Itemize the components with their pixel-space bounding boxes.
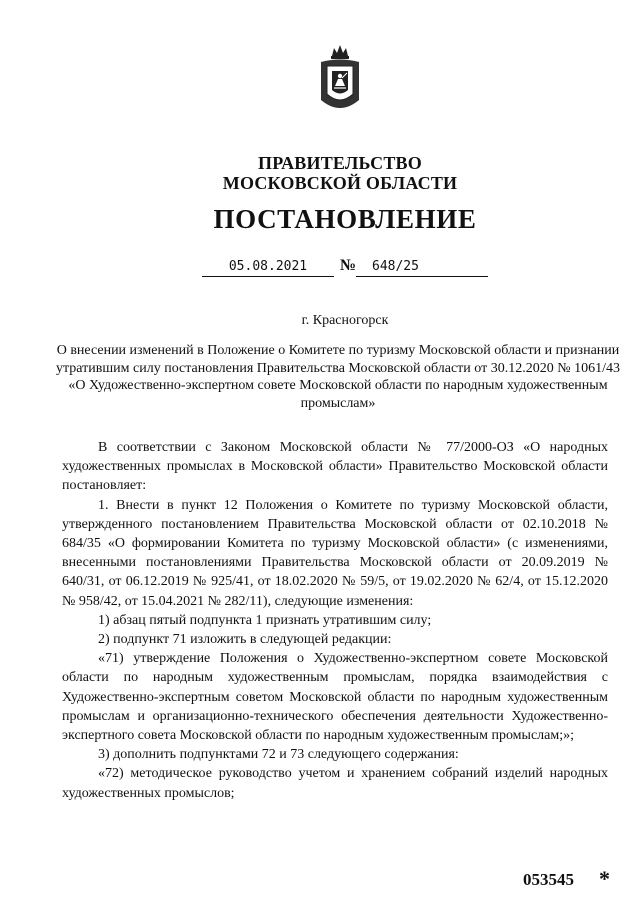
- body-paragraph-subitem-72: «72) методическое руководство учетом и хранением собраний изделий народных художественных промыслов;: [62, 766, 608, 801]
- body-paragraph-preamble: В соответствии с Законом Московской области № 77/2000-ОЗ «О народных художественных промыслах в Московской области» Правительство Московской области постановляет:: [62, 440, 608, 494]
- asterisk-mark: *: [599, 866, 610, 891]
- document-type-title: ПОСТАНОВЛЕНИЕ: [213, 204, 477, 234]
- body-paragraph-subitem-2: 2) подпункт 71 изложить в следующей редакции:: [98, 632, 392, 648]
- number-sign: №: [340, 257, 357, 274]
- body-paragraph-subitem-3: 3) дополнить подпунктами 72 и 73 следующего содержания:: [98, 747, 459, 763]
- moscow-oblast-coat-of-arms-icon: [318, 42, 362, 118]
- document-date: 05.08.2021: [202, 258, 334, 277]
- issue-place: г. Красногорск: [301, 313, 389, 328]
- body-paragraph-subitem-71: «71) утверждение Положения о Художественно-экспертном совете Московской области по народным художественным промыслам, порядка взаимодействия с Художественно-экспертным советом Московской области по народным художественным промыслам и организационно-технического обеспечения деятельности Художественно-экспертного совета Московской области по народным художественным промыслам;»;: [62, 651, 608, 744]
- body-paragraph-subitem-1: 1) абзац пятый подпункта 1 признать утратившим силу;: [98, 612, 432, 628]
- government-title-line1: ПРАВИТЕЛЬСТВО: [258, 153, 422, 173]
- body-paragraph-item-1: 1. Внести в пункт 12 Положения о Комитете по туризму Московской области, утвержденного постановлением Правительства Московской области от 02.10.2018 № 684/35 «О формировании Комитета по туризму Московской области» (с изменениями, внесенными постановлениями Правительства Московской области от 20.09.2019 № 640/31, от 06.12.2019 № 925/41, от 18.02.2020 № 59/5, от 19.02.2020 № 62/4, от 15.12.2020 № 958/42, от 15.04.2021 № 282/11), следующие изменения:: [62, 497, 608, 609]
- government-title-line2: МОСКОВСКОЙ ОБЛАСТИ: [222, 173, 458, 193]
- document-subject: О внесении изменений в Положение о Комитете по туризму Московской области и признании утратившим силу постановления Правительства Московской области от 30.12.2020 № 1061/43 «О Художественно-экспертном совете Московской области по народным художественным промыслам»: [56, 343, 620, 411]
- document-body: [62, 438, 608, 803]
- document-number: 648/25: [356, 258, 488, 277]
- form-serial-number: 053545: [523, 870, 574, 889]
